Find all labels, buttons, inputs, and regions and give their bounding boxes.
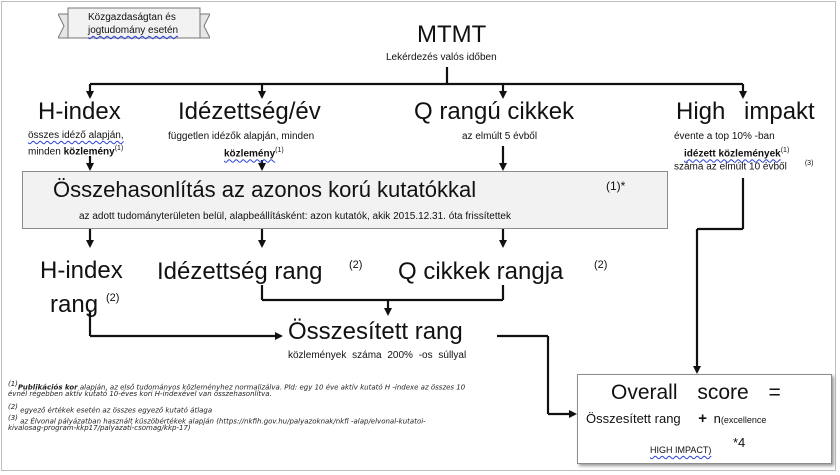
h-rank-line-1: H-index [40, 257, 123, 284]
banner-line-1: Közgazdaságtan és [88, 12, 176, 23]
q-articles-title: Q rangú cikkek [414, 98, 575, 125]
comparison-ref: (1)* [606, 179, 626, 193]
citation-rank-ref: (2) [349, 259, 363, 271]
citation-rank: Idézettség rang [157, 258, 323, 285]
overall-high-impact: HIGH IMPACT) [650, 445, 712, 455]
h-rank-ref: (2) [106, 292, 120, 304]
mtmt-title: MTMT [417, 21, 487, 48]
high-impact-desc-2: idézett közlemények$^{(1)}$ [684, 147, 790, 160]
summary-subtitle: közlemények száma 200% -os súllyal [288, 350, 467, 361]
banner-line-2: jogtudomány esetén [88, 25, 179, 36]
high-impact-desc-3: száma az elmúlt 10 évből $^{(3)}$ [674, 160, 814, 173]
comparison-box [22, 171, 668, 229]
footnote-1-cont: évnél régebben aktív kutató 10-éves kori H-indexével van összehasonlítva. [8, 390, 272, 398]
q-articles-desc: az elmúlt 5 évből [462, 131, 538, 142]
overall-score-box [577, 374, 832, 464]
q-rank: Q cikkek rangja [398, 258, 564, 285]
field-banner [58, 6, 210, 42]
mtmt-subtitle: Lekérdezés valós időben [386, 52, 497, 63]
citations-desc-2: közlemény$^{(1)}$ [224, 147, 284, 160]
citations-desc-1: független idézők alapján, minden [168, 131, 315, 142]
footnote-2: (2) egyező értékek esetén az összes egyező kutató átlaga [8, 403, 213, 415]
high-impact-desc-1: évente a top 10% -ban [674, 131, 775, 142]
h-index-desc-2: minden közlemény$^{(1)}$ [28, 145, 124, 158]
h-index-title: H-index [38, 98, 121, 125]
footnote-3-cont: kivalosag-program-kkp17/palyazati-csomag/kkp-17) [8, 424, 191, 432]
high-impact-title: High impakt [676, 98, 815, 125]
footnote-3: (3) az Élvonal pályázatban használt küszöbértékek alapján (https://nkfih.gov.hu/palyazoknak/nkfi -alap/elvonal-kutatoi- [8, 414, 426, 426]
citations-title: Idézettség/év [178, 98, 321, 125]
overall-formula: Összesített rang + n(excellence [586, 410, 767, 427]
comparison-title: Összehasonlítás az azonos korú kutatókkal [53, 177, 477, 202]
q-rank-ref: (2) [594, 259, 608, 271]
h-index-desc-1: összes idéző alapján, [28, 130, 124, 141]
summary-title: Összesített rang [288, 318, 463, 345]
overall-title: Overall score = [611, 381, 781, 404]
h-rank-line-2: rang [50, 291, 99, 318]
comparison-subtitle: az adott tudományterületen belül, alapbeállításként: azon kutatók, akik 2015.12.31. óta frissítettek [79, 211, 511, 222]
overall-multiplier: *4 [733, 435, 746, 450]
footnote-1: (1)Publikációs kor alapján, az első tudományos közleményhez normalizálva. Pld: egy 10 éve aktív kutató H -indexe az összes 10 [8, 380, 466, 392]
